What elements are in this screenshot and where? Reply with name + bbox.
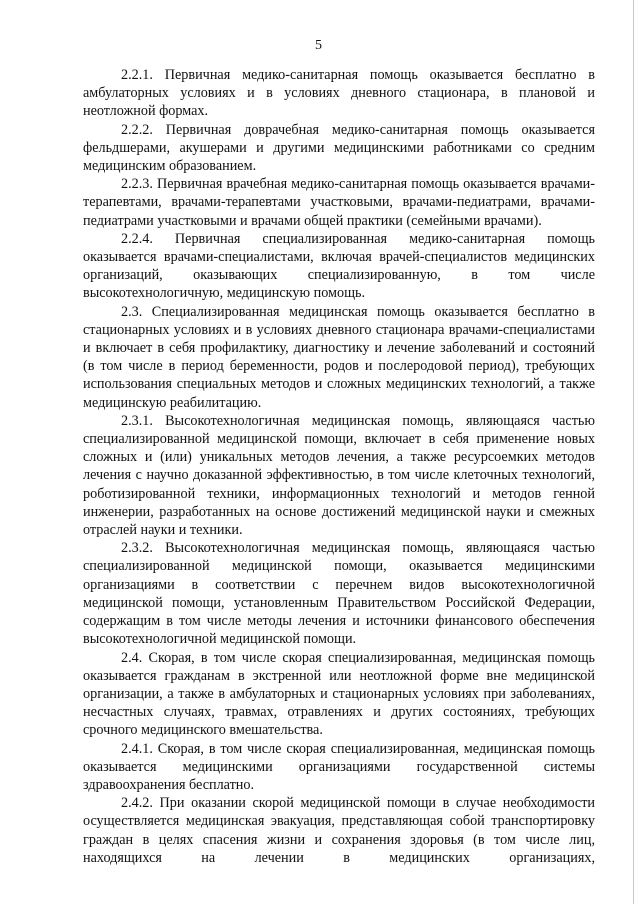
paragraph-2-2-2: 2.2.2. Первичная доврачебная медико-санитарная помощь оказывается фельдшерами, акушерами и другими медицинскими работниками со средним медицинским образованием. [83,121,595,175]
paragraph-2-4: 2.4. Скорая, в том числе скорая специализированная, медицинская помощь оказывается гражданам в экстренной или неотложной форме вне медицинской организации, а также в амбулаторных и стационарных условиях при заболеваниях, несчастных случаях, травмах, отравлениях и других состояниях, требующих срочного медицинского вмешательства. [83,649,595,739]
page-number: 5 [315,38,322,53]
paragraph-2-2-3: 2.2.3. Первичная врачебная медико-санитарная помощь оказывается врачами-терапевтами, врачами-терапевтами участковыми, врачами-педиатрами, врачами-педиатрами участковыми и врачами общей практики (семейными врачами). [83,176,595,229]
document-body [83,66,595,867]
paragraph-2-3: 2.3. Специализированная медицинская помощь оказывается бесплатно в стационарных условиях и в условиях дневного стационара врачами-специалистами и включает в себя профилактику, диагностику и лечение заболеваний и состояний (в том числе в период беременности, родов и послеродовой период), требующих использования специальных методов и сложных медицинских технологий, а также медицинскую реабилитацию. [83,303,595,411]
paragraph-2-3-1: 2.3.1. Высокотехнологичная медицинская помощь, являющаяся частью специализированной медицинской помощи, включает в себя применение новых сложных и (или) уникальных методов лечения, а также ресурсоемких методов лечения с научно доказанной эффективностью, в том числе клеточных технологий, роботизированной техники, информационных технологий и методов генной инженерии, разработанных на основе достижений медицинской науки и смежных отраслей науки и техники. [83,412,595,539]
paragraph-2-2-4: 2.2.4. Первичная специализированная медико-санитарная помощь оказывается врачами-специалистами, включая врачей-специалистов медицинских организаций, оказывающих специализированную, в том числе высокотехнологичную, медицинскую помощь. [83,230,595,302]
paragraph-2-4-1: 2.4.1. Скорая, в том числе скорая специализированная, медицинская помощь оказывается медицинскими организациями государственной системы здравоохранения бесплатно. [83,740,595,793]
paragraph-2-3-2: 2.3.2. Высокотехнологичная медицинская помощь, являющаяся частью специализированной медицинской помощи, оказывается медицинскими организациями в соответствии с перечнем видов высокотехнологичной медицинской помощи, установленным Правительством Российской Федерации, содержащим в том числе методы лечения и источники финансового обеспечения высокотехнологичной медицинской помощи. [83,540,595,648]
paragraph-2-2-1: 2.2.1. Первичная медико-санитарная помощь оказывается бесплатно в амбулаторных условиях и в условиях дневного стационара, в плановой и неотложной формах. [83,67,595,120]
scan-edge [633,0,634,904]
paragraph-2-4-2: 2.4.2. При оказании скорой медицинской помощи в случае необходимости осуществляется медицинская эвакуация, представляющая собой транспортировку граждан в целях спасения жизни и сохранения здоровья (в том числе лиц, находящихся на лечении в медицинских организациях, [83,795,595,866]
